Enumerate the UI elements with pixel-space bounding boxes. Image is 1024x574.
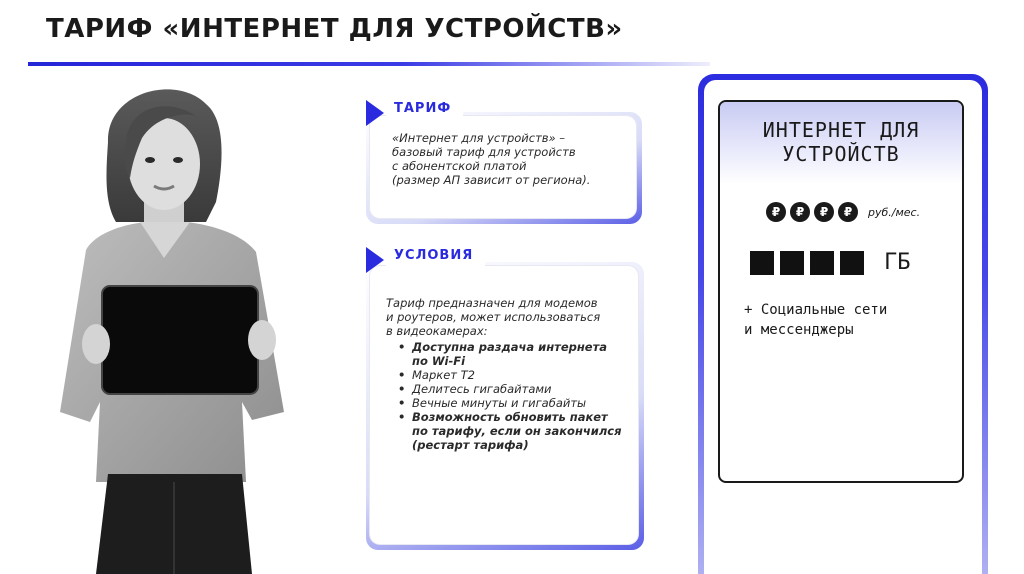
conditions-intro-line: и роутеров, может использоваться [386, 310, 601, 324]
plan-extra-line: + Социальные сети [744, 302, 888, 318]
ruble-icon: ₽ [766, 202, 786, 222]
price-unit: руб./мес. [868, 205, 921, 219]
conditions-item-line: по Wi-Fi [412, 354, 466, 368]
plan-title [720, 118, 962, 166]
conditions-intro-line: Тариф предназначен для модемов [386, 296, 598, 310]
conditions-item-line: (рестарт тарифа) [412, 438, 529, 452]
conditions-item-line: • Возможность обновить пакет [412, 410, 608, 424]
conditions-item-line: • Вечные минуты и гигабайты [412, 396, 587, 410]
plan-extra-line: и мессенджеры [744, 322, 854, 338]
conditions-item [386, 410, 636, 452]
tariff-marker-icon [366, 100, 384, 126]
tariff-line: (размер АП зависит от региона). [392, 173, 591, 187]
conditions-card-text [386, 296, 636, 452]
conditions-item-line: • Доступна раздача интернета [412, 340, 608, 354]
conditions-list [386, 340, 636, 452]
tariff-line: с абонентской платой [392, 159, 527, 173]
conditions-intro-line: в видеокамерах: [386, 324, 488, 338]
conditions-item [386, 368, 636, 382]
conditions-item [386, 382, 636, 396]
plan-card [718, 100, 964, 483]
tariff-card-label: ТАРИФ [386, 97, 463, 120]
conditions-item-line: по тарифу, если он закончился [412, 424, 622, 438]
tariff-line: базовый тариф для устройств [392, 145, 576, 159]
ruble-icon: ₽ [814, 202, 834, 222]
ruble-icon: ₽ [790, 202, 810, 222]
gb-label: ГБ [884, 250, 911, 275]
plan-data-volume [750, 250, 911, 275]
person-with-tablet-image [56, 82, 356, 574]
plan-extras [744, 300, 954, 340]
gb-placeholder-block [810, 251, 834, 275]
tariff-line: «Интернет для устройств» – [392, 131, 566, 145]
gb-placeholder-block [780, 251, 804, 275]
conditions-item-line: • Маркет Т2 [412, 368, 475, 382]
conditions-item [386, 340, 636, 368]
tariff-card-text [392, 131, 632, 187]
page-title: ТАРИФ «ИНТЕРНЕТ ДЛЯ УСТРОЙСТВ» [46, 14, 623, 44]
plan-title-line: УСТРОЙСТВ [782, 142, 900, 166]
conditions-item [386, 396, 636, 410]
gb-placeholder-block [840, 251, 864, 275]
gb-placeholder-block [750, 251, 774, 275]
conditions-item-line: • Делитесь гигабайтами [412, 382, 552, 396]
plan-title-line: ИНТЕРНЕТ ДЛЯ [762, 118, 920, 142]
title-underline [28, 62, 710, 66]
plan-price [766, 202, 920, 222]
conditions-card-label: УСЛОВИЯ [386, 244, 485, 267]
ruble-icon: ₽ [838, 202, 858, 222]
conditions-marker-icon [366, 247, 384, 273]
